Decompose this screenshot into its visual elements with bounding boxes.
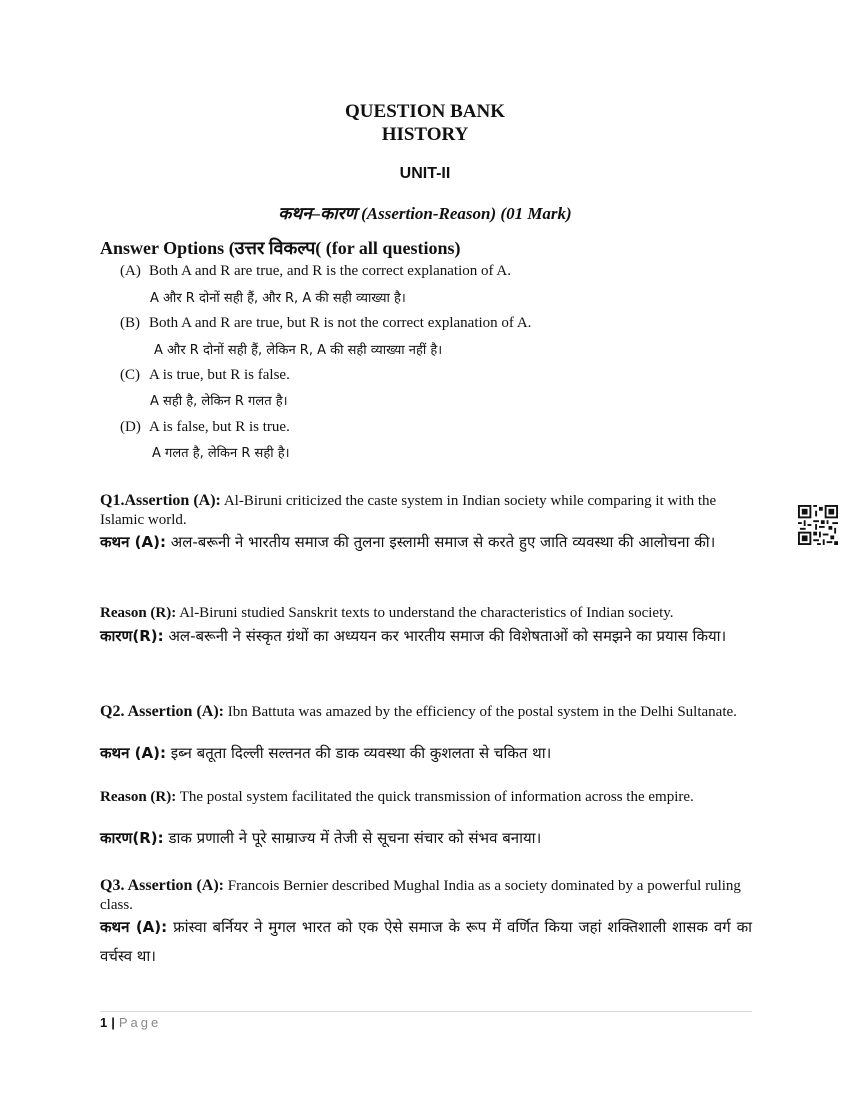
option-b-hindi: A और R दोनों सही हैं, लेकिन R, A की सही व्याख्या नहीं है। bbox=[154, 343, 443, 358]
q1-reason-label: Reason (R): bbox=[100, 605, 177, 621]
option-text: A is true, but R is false. bbox=[149, 367, 290, 383]
q2-assertion-hindi-label: कथन (A): bbox=[100, 744, 166, 762]
q2-reason-hindi-text: डाक प्रणाली ने पूरे साम्राज्य में तेजी से सूचना संचार को संभव बनाया। bbox=[168, 829, 542, 847]
q1-assertion-hindi-text: अल-बरूनी ने भारतीय समाज की तुलना इस्लामी समाज से करते हुए जाति व्यवस्था की आलोचना की। bbox=[170, 533, 716, 551]
q2-assertion-hindi bbox=[100, 739, 752, 768]
footer-divider bbox=[100, 1011, 752, 1012]
option-c bbox=[120, 367, 290, 384]
page-number: 1 bbox=[100, 1015, 108, 1030]
option-a bbox=[120, 263, 511, 280]
option-text: Both A and R are true, and R is the correct explanation of A. bbox=[149, 263, 511, 279]
q3-assertion-hindi-label: कथन (A): bbox=[100, 918, 168, 936]
q3-assertion-hindi bbox=[100, 913, 752, 971]
option-text: Both A and R are true, but R is not the correct explanation of A. bbox=[149, 315, 532, 331]
q1-reason-hindi-label: कारण(R): bbox=[100, 627, 164, 645]
option-a-hindi: A और R दोनों सही हैं, और R, A की सही व्याख्या है। bbox=[150, 291, 406, 306]
footer-separator: | bbox=[111, 1015, 115, 1030]
qr-code-icon bbox=[798, 505, 838, 545]
doc-subject: HISTORY bbox=[381, 124, 469, 145]
q1-assertion-label: Q1.Assertion (A): bbox=[100, 492, 221, 509]
page-footer bbox=[100, 1015, 161, 1030]
q2-assertion-text: Ibn Battuta was amazed by the efficiency of the postal system in the Delhi Sultanate. bbox=[227, 704, 737, 720]
q1-reason-hindi-text: अल-बरूनी ने संस्कृत ग्रंथों का अध्ययन कर भारतीय समाज की विशेषताओं को समझने का प्रयास किया। bbox=[168, 627, 727, 645]
q1-assertion-text: Al-Biruni criticized the caste system in Indian society while comparing it with the Islamic world. bbox=[100, 493, 717, 528]
q1-reason-hindi bbox=[100, 622, 752, 651]
option-letter: (C) bbox=[120, 367, 140, 383]
q2-reason-label: Reason (R): bbox=[100, 789, 177, 805]
unit-heading: UNIT-II bbox=[399, 165, 451, 182]
option-letter: (B) bbox=[120, 315, 140, 331]
q1-assertion-hindi-label: कथन (A): bbox=[100, 533, 166, 551]
q2-assertion-label: Q2. Assertion (A): bbox=[100, 703, 224, 720]
q3-assertion-label: Q3. Assertion (A): bbox=[100, 877, 224, 894]
q3-assertion-hindi-text: फ्रांस्वा बर्नियर ने मुगल भारत को एक ऐसे समाज के रूप में वर्णित किया जहां शक्तिशाली शासक वर्ग का वर्चस्व था। bbox=[100, 918, 752, 965]
q2-reason-hindi bbox=[100, 824, 752, 853]
q3-assertion-text: Francois Bernier described Mughal India as a society dominated by a powerful ruling class. bbox=[100, 878, 741, 913]
section-heading: कथन–कारण (Assertion-Reason) (01 Mark) bbox=[278, 204, 572, 223]
page-label: Page bbox=[118, 1015, 162, 1030]
doc-title: QUESTION BANK bbox=[345, 101, 505, 122]
option-letter: (A) bbox=[120, 263, 141, 279]
q1-assertion-hindi bbox=[100, 528, 752, 557]
answer-options-heading: Answer Options (उत्तर विकल्प( (for all questions) bbox=[100, 238, 461, 258]
q1-assertion bbox=[100, 491, 752, 530]
q2-reason bbox=[100, 788, 752, 807]
q2-assertion bbox=[100, 702, 752, 722]
q2-reason-text: The postal system facilitated the quick transmission of information across the empire. bbox=[179, 789, 694, 805]
q1-reason-text: Al-Biruni studied Sanskrit texts to understand the characteristics of Indian society. bbox=[179, 605, 674, 621]
q1-reason bbox=[100, 604, 752, 623]
option-d-hindi: A गलत है, लेकिन R सही है। bbox=[152, 446, 290, 461]
option-c-hindi: A सही है, लेकिन R गलत है। bbox=[150, 394, 288, 409]
option-d bbox=[120, 419, 290, 436]
q2-assertion-hindi-text: इब्न बतूता दिल्ली सल्तनत की डाक व्यवस्था की कुशलता से चकित था। bbox=[170, 744, 552, 762]
option-text: A is false, but R is true. bbox=[149, 419, 290, 435]
q3-assertion bbox=[100, 876, 752, 915]
q2-reason-hindi-label: कारण(R): bbox=[100, 829, 164, 847]
option-letter: (D) bbox=[120, 419, 141, 435]
option-b bbox=[120, 315, 531, 332]
